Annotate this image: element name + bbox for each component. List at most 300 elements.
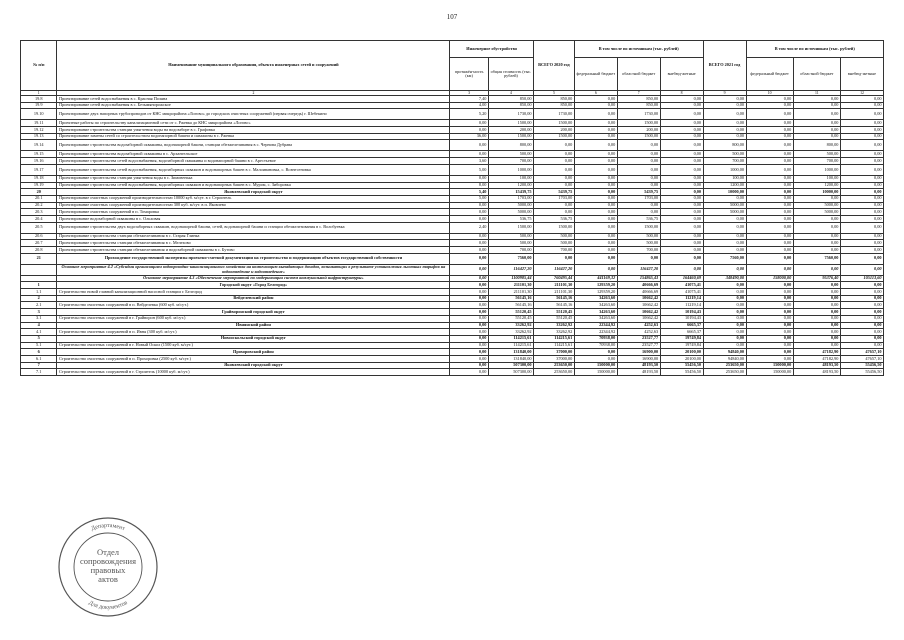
row-federal-2020: 0,00 bbox=[574, 189, 617, 196]
row-extra-2020: 20100,00 bbox=[660, 355, 703, 362]
stamp-ring-top: Департамент bbox=[90, 522, 126, 533]
row-extra-2021: 0,00 bbox=[840, 240, 883, 247]
row-federal-2021: 158000,00 bbox=[746, 275, 793, 282]
row-extra-2021: 0,00 bbox=[840, 335, 883, 342]
row-number: 19.13 bbox=[21, 133, 57, 140]
row-extra-2021: 0,00 bbox=[840, 282, 883, 289]
svg-text:Департамент bbox=[90, 523, 126, 532]
row-total-2021: 0,00 bbox=[703, 222, 746, 233]
row-number bbox=[21, 275, 57, 282]
row-extra-2020: 41075,41 bbox=[660, 289, 703, 296]
row-number: 20 bbox=[21, 189, 57, 196]
row-length: 2,40 bbox=[450, 222, 489, 233]
page-number: 107 bbox=[446, 13, 458, 21]
row-number: 4.1 bbox=[21, 329, 57, 336]
row-federal-2021: 0,00 bbox=[746, 355, 793, 362]
row-total-2021: 0,00 bbox=[703, 302, 746, 309]
row-federal-2021: 0,00 bbox=[746, 175, 793, 182]
row-extra-2021: 0,00 bbox=[840, 102, 883, 109]
row-regional-2020: 16900,00 bbox=[617, 355, 660, 362]
row-total-2020: 56145,16 bbox=[534, 295, 575, 302]
row-name: Строительство очистных сооружений в п. Ивня (300 куб. м/сут.) bbox=[57, 329, 450, 336]
row-total-2021: 253650,00 bbox=[703, 369, 746, 376]
row-extra-2021: 0,00 bbox=[840, 233, 883, 240]
table-row bbox=[21, 140, 884, 151]
table-row bbox=[21, 158, 884, 165]
row-regional-2020: 48193,50 bbox=[617, 362, 660, 369]
row-name: Вейделевский район bbox=[57, 295, 450, 302]
table-row bbox=[21, 289, 884, 296]
row-federal-2020: 441169,32 bbox=[574, 275, 617, 282]
row-regional-2020: 0,00 bbox=[617, 164, 660, 175]
row-name: Проектирование строительства сетей водоснабжения, водозаборной скважины и водонапорной башни в с. Арестьевое bbox=[57, 158, 450, 165]
row-total-2020: 200,00 bbox=[534, 127, 575, 134]
row-number: 20.5 bbox=[21, 222, 57, 233]
row-regional-2020: 200,00 bbox=[617, 127, 660, 134]
row-total-2020: 0,00 bbox=[534, 182, 575, 189]
row-total-2020: 760495,44 bbox=[534, 275, 575, 282]
row-regional-2021: 0,00 bbox=[793, 289, 840, 296]
row-name: Новооскольский городской округ bbox=[57, 335, 450, 342]
row-total-2021: 0,00 bbox=[703, 342, 746, 349]
row-name: Проектные работы по строительству канализационной сети от с. Ржевка до КНС микрорайона «Логово» bbox=[57, 120, 450, 127]
row-cost: 507300,00 bbox=[488, 362, 533, 369]
header-cost: общая стоимость (тыс. рублей) bbox=[488, 58, 533, 91]
row-name: Проектирование сетей водоснабжения в с. Безымянорожское bbox=[57, 102, 450, 109]
column-number: 8 bbox=[660, 91, 703, 96]
row-extra-2020: 0,00 bbox=[660, 189, 703, 196]
column-number: 5 bbox=[534, 91, 575, 96]
row-regional-2021: 0,00 bbox=[793, 222, 840, 233]
row-federal-2021: 0,00 bbox=[746, 289, 793, 296]
row-extra-2020: 0,00 bbox=[660, 133, 703, 140]
row-total-2021: 0,00 bbox=[703, 240, 746, 247]
row-cost: 33262,92 bbox=[488, 329, 533, 336]
header-capacity-group: Инженерное обустройство bbox=[450, 41, 534, 58]
row-total-2021: 0,00 bbox=[703, 289, 746, 296]
row-regional-2020: 0,00 bbox=[617, 202, 660, 209]
row-regional-2021: 48193,50 bbox=[793, 369, 840, 376]
row-number: 2 bbox=[21, 295, 57, 302]
row-name: Прохождение государственной экспертизы проектно-сметной документации на строительство и модернизацию объектов государственной собственности bbox=[57, 253, 450, 264]
row-total-2021: 0,00 bbox=[703, 127, 746, 134]
row-total-2020: 1500,00 bbox=[534, 133, 575, 140]
row-total-2020: 253650,00 bbox=[534, 362, 575, 369]
row-length: 0,00 bbox=[450, 275, 489, 282]
row-federal-2020: 22344,92 bbox=[574, 322, 617, 329]
row-number: 20.2 bbox=[21, 202, 57, 209]
row-regional-2020: 154865,43 bbox=[617, 275, 660, 282]
row-federal-2020: 0,00 bbox=[574, 96, 617, 103]
row-regional-2021: 0,00 bbox=[793, 195, 840, 202]
row-regional-2021: 0,00 bbox=[793, 215, 840, 222]
header-sources-2020: В том числе по источникам (тыс. рублей) bbox=[574, 41, 703, 58]
row-regional-2020: 500,00 bbox=[617, 233, 660, 240]
row-total-2021: 0,00 bbox=[703, 335, 746, 342]
row-extra-2020: 0,00 bbox=[660, 158, 703, 165]
row-extra-2021: 0,00 bbox=[840, 247, 883, 254]
row-extra-2021: 55456,50 bbox=[840, 362, 883, 369]
row-federal-2021: 0,00 bbox=[746, 240, 793, 247]
row-federal-2021: 0,00 bbox=[746, 342, 793, 349]
row-total-2020: 500,00 bbox=[534, 233, 575, 240]
table-header bbox=[21, 41, 884, 96]
row-regional-2020: 10662,42 bbox=[617, 309, 660, 316]
row-regional-2021: 0,00 bbox=[793, 240, 840, 247]
row-federal-2021: 0,00 bbox=[746, 282, 793, 289]
row-number: 7 bbox=[21, 362, 57, 369]
row-cost: 1500,00 bbox=[488, 120, 533, 127]
row-name: Проектирование очистных сооружений производительностью 10000 куб. м/сут. в г. Строитель bbox=[57, 195, 450, 202]
row-regional-2021: 0,00 bbox=[793, 133, 840, 140]
row-cost: 1200,00 bbox=[488, 182, 533, 189]
table-row bbox=[21, 355, 884, 362]
row-total-2020: 0,00 bbox=[534, 253, 575, 264]
table-row bbox=[21, 369, 884, 376]
row-federal-2021: 0,00 bbox=[746, 182, 793, 189]
row-extra-2020: 164460,69 bbox=[660, 275, 703, 282]
row-total-2020: 37000,00 bbox=[534, 355, 575, 362]
row-regional-2021: 0,00 bbox=[793, 127, 840, 134]
row-federal-2020: 0,00 bbox=[574, 151, 617, 158]
row-cost: 211101,30 bbox=[488, 282, 533, 289]
row-extra-2020: 55456,50 bbox=[660, 369, 703, 376]
row-number: 19.16 bbox=[21, 158, 57, 165]
column-number: 11 bbox=[793, 91, 840, 96]
row-total-2020: 0,00 bbox=[534, 151, 575, 158]
row-regional-2020: 0,00 bbox=[617, 253, 660, 264]
row-number: 20.4 bbox=[21, 215, 57, 222]
row-federal-2021: 0,00 bbox=[746, 209, 793, 216]
row-total-2020: 55120,45 bbox=[534, 315, 575, 322]
row-extra-2021: 0,00 bbox=[840, 222, 883, 233]
row-total-2021: 1000,00 bbox=[703, 164, 746, 175]
row-cost: 116427,20 bbox=[488, 264, 533, 275]
row-cost: 55120,45 bbox=[488, 315, 533, 322]
row-federal-2021: 0,00 bbox=[746, 164, 793, 175]
column-number: 2 bbox=[57, 91, 450, 96]
row-regional-2020: 700,00 bbox=[617, 247, 660, 254]
table-row bbox=[21, 222, 884, 233]
row-extra-2021: 0,00 bbox=[840, 175, 883, 182]
row-regional-2020: 1500,00 bbox=[617, 120, 660, 127]
row-cost: 500,00 bbox=[488, 233, 533, 240]
header-total-2021: ВСЕГО 2021 год bbox=[703, 41, 746, 91]
row-federal-2021: 0,00 bbox=[746, 215, 793, 222]
row-total-2021: 1200,00 bbox=[703, 182, 746, 189]
row-federal-2021: 0,00 bbox=[746, 189, 793, 196]
column-number: 12 bbox=[840, 91, 883, 96]
row-federal-2021: 0,00 bbox=[746, 247, 793, 254]
row-cost: 700,00 bbox=[488, 247, 533, 254]
row-federal-2021: 0,00 bbox=[746, 195, 793, 202]
row-federal-2020: 0,00 bbox=[574, 195, 617, 202]
row-length: 0,00 bbox=[450, 253, 489, 264]
row-total-2021: 0,00 bbox=[703, 247, 746, 254]
table-row bbox=[21, 202, 884, 209]
row-extra-2020: 19749,84 bbox=[660, 335, 703, 342]
row-total-2021: 94840,00 bbox=[703, 349, 746, 356]
row-length: 0,00 bbox=[450, 335, 489, 342]
row-federal-2020: 34263,60 bbox=[574, 315, 617, 322]
row-regional-2021: 0,00 bbox=[793, 322, 840, 329]
row-total-2021: 800,00 bbox=[703, 140, 746, 151]
row-extra-2020: 0,00 bbox=[660, 222, 703, 233]
row-federal-2020: 0,00 bbox=[574, 247, 617, 254]
row-number: 19.14 bbox=[21, 140, 57, 151]
row-total-2021: 0,00 bbox=[703, 329, 746, 336]
row-regional-2020: 0,00 bbox=[617, 175, 660, 182]
row-length: 0,00 bbox=[450, 120, 489, 127]
row-total-2021: 100,00 bbox=[703, 175, 746, 182]
row-cost: 131840,00 bbox=[488, 349, 533, 356]
row-length: 0,00 bbox=[450, 264, 489, 275]
row-name: Проектирование сетей водоснабжения в с. Красная Поляна bbox=[57, 96, 450, 103]
row-name: Основное мероприятие 4.3 «Обеспечение мероприятий по модернизации систем коммунальной инфраструктуры» bbox=[57, 275, 450, 282]
row-extra-2020: 0,00 bbox=[660, 209, 703, 216]
row-federal-2020: 0,00 bbox=[574, 349, 617, 356]
row-federal-2020: 70938,00 bbox=[574, 342, 617, 349]
row-total-2021: 0,00 bbox=[703, 96, 746, 103]
row-cost: 200,00 bbox=[488, 127, 533, 134]
row-cost: 56145,16 bbox=[488, 302, 533, 309]
row-federal-2020: 0,00 bbox=[574, 233, 617, 240]
row-name: Проектирование строительства станции умягчения воды на водозаборе в с. Графовка bbox=[57, 127, 450, 134]
row-length: 36,00 bbox=[450, 133, 489, 140]
row-total-2020: 37000,00 bbox=[534, 349, 575, 356]
row-federal-2020: 0,00 bbox=[574, 133, 617, 140]
row-regional-2020: 16900,00 bbox=[617, 349, 660, 356]
row-extra-2021: 0,00 bbox=[840, 264, 883, 275]
row-extra-2021: 0,00 bbox=[840, 109, 883, 120]
row-federal-2020: 150000,00 bbox=[574, 362, 617, 369]
stamp-line: правовых bbox=[90, 565, 126, 575]
table-row bbox=[21, 264, 884, 275]
row-extra-2021: 0,00 bbox=[840, 202, 883, 209]
row-total-2021: 5000,00 bbox=[703, 209, 746, 216]
row-cost: 100,00 bbox=[488, 175, 533, 182]
row-cost: 131840,00 bbox=[488, 355, 533, 362]
row-federal-2021: 0,00 bbox=[746, 233, 793, 240]
table-row bbox=[21, 315, 884, 322]
row-total-2021: 0,00 bbox=[703, 102, 746, 109]
row-name: Проектирование двух напорных трубопроводов от КНС микрорайона «Логово» до городских очистных сооружений (первая очередь) г. Шебекино bbox=[57, 109, 450, 120]
row-total-2020: 0,00 bbox=[534, 158, 575, 165]
row-regional-2021: 0,00 bbox=[793, 120, 840, 127]
row-extra-2021: 0,00 bbox=[840, 329, 883, 336]
row-cost: 56145,16 bbox=[488, 295, 533, 302]
row-federal-2021: 0,00 bbox=[746, 158, 793, 165]
row-extra-2020: 0,00 bbox=[660, 151, 703, 158]
row-extra-2021: 0,00 bbox=[840, 127, 883, 134]
row-length: 4,00 bbox=[450, 102, 489, 109]
row-total-2020: 0,00 bbox=[534, 164, 575, 175]
row-number: 19.12 bbox=[21, 127, 57, 134]
row-cost: 5000,00 bbox=[488, 209, 533, 216]
row-number: 7.1 bbox=[21, 369, 57, 376]
row-extra-2020: 0,00 bbox=[660, 164, 703, 175]
row-regional-2020: 5439,75 bbox=[617, 189, 660, 196]
header-name: Наименование муниципального образования, объекта инженерных сетей и сооружений bbox=[57, 41, 450, 91]
row-length: 5,40 bbox=[450, 189, 489, 196]
row-extra-2020: 20100,00 bbox=[660, 349, 703, 356]
header-extra-2021: внебюд-жетные bbox=[840, 58, 883, 91]
table-row bbox=[21, 175, 884, 182]
row-extra-2020: 0,00 bbox=[660, 182, 703, 189]
table-row bbox=[21, 215, 884, 222]
row-name: Строительство очистных сооружений в п. Вейделевка (600 куб. м/сут.) bbox=[57, 302, 450, 309]
row-extra-2020: 41075,41 bbox=[660, 282, 703, 289]
row-federal-2021: 0,00 bbox=[746, 329, 793, 336]
row-length: 0,00 bbox=[450, 151, 489, 158]
row-total-2020: 850,00 bbox=[534, 96, 575, 103]
row-federal-2021: 0,00 bbox=[746, 127, 793, 134]
row-federal-2020: 70938,00 bbox=[574, 335, 617, 342]
row-extra-2021: 0,00 bbox=[840, 295, 883, 302]
row-name: Основное мероприятие 4.2 «Субсидии организациям водопроводно-канализационного хозяйства на компенсацию выпадающих доходов, возникающих в результате установления льготных тарифов на водоотведение и водоотведение» bbox=[57, 264, 450, 275]
row-cost: 1500,00 bbox=[488, 133, 533, 140]
row-federal-2020: 0,00 bbox=[574, 175, 617, 182]
table-row bbox=[21, 247, 884, 254]
row-extra-2020: 0,00 bbox=[660, 240, 703, 247]
row-total-2020: 1730,00 bbox=[534, 109, 575, 120]
stamp-seal bbox=[56, 515, 160, 619]
row-total-2021: 253650,00 bbox=[703, 362, 746, 369]
row-regional-2020: 4252,63 bbox=[617, 322, 660, 329]
row-total-2021: 0,00 bbox=[703, 315, 746, 322]
row-number: 1 bbox=[21, 282, 57, 289]
row-extra-2021: 0,00 bbox=[840, 322, 883, 329]
row-extra-2020: 0,00 bbox=[660, 233, 703, 240]
row-extra-2020: 6665,37 bbox=[660, 329, 703, 336]
row-regional-2020: 1500,00 bbox=[617, 133, 660, 140]
row-regional-2020: 1730,00 bbox=[617, 109, 660, 120]
row-number: 1.1 bbox=[21, 289, 57, 296]
row-regional-2021: 0,00 bbox=[793, 102, 840, 109]
row-federal-2020: 129359,20 bbox=[574, 282, 617, 289]
row-regional-2021: 0,00 bbox=[793, 233, 840, 240]
row-number: 6.1 bbox=[21, 355, 57, 362]
row-total-2021: 94840,00 bbox=[703, 355, 746, 362]
row-federal-2020: 0,00 bbox=[574, 164, 617, 175]
row-federal-2021: 0,00 bbox=[746, 322, 793, 329]
table-row bbox=[21, 164, 884, 175]
row-federal-2021: 0,00 bbox=[746, 151, 793, 158]
row-number: 19.9 bbox=[21, 102, 57, 109]
row-extra-2020: 0,00 bbox=[660, 127, 703, 134]
row-cost: 1100985,44 bbox=[488, 275, 533, 282]
header-regional-2021: областной бюджет bbox=[793, 58, 840, 91]
row-length: 0,00 bbox=[450, 369, 489, 376]
row-total-2020: 116427,20 bbox=[534, 264, 575, 275]
row-cost: 1500,00 bbox=[488, 222, 533, 233]
row-regional-2021: 48193,50 bbox=[793, 362, 840, 369]
row-extra-2021: 0,00 bbox=[840, 253, 883, 264]
row-total-2020: 0,00 bbox=[534, 140, 575, 151]
row-regional-2021: 0,00 bbox=[793, 264, 840, 275]
row-extra-2020: 11219,14 bbox=[660, 295, 703, 302]
row-number: 20.7 bbox=[21, 240, 57, 247]
row-extra-2020: 0,00 bbox=[660, 215, 703, 222]
row-number: 20.1 bbox=[21, 195, 57, 202]
row-cost: 850,00 bbox=[488, 96, 533, 103]
row-name: Строительство очистных сооружений в г. Строитель (10000 куб. м/сут.) bbox=[57, 369, 450, 376]
row-total-2021: 700,00 bbox=[703, 158, 746, 165]
stamp-line: сопровождения bbox=[79, 556, 137, 566]
table-row bbox=[21, 195, 884, 202]
row-number: 3 bbox=[21, 309, 57, 316]
row-cost: 15439,75 bbox=[488, 189, 533, 196]
row-total-2020: 211101,30 bbox=[534, 282, 575, 289]
row-length: 0,00 bbox=[450, 215, 489, 222]
row-total-2021: 0,00 bbox=[703, 133, 746, 140]
row-regional-2021: 47182,90 bbox=[793, 349, 840, 356]
row-regional-2021: 0,00 bbox=[793, 96, 840, 103]
row-extra-2020: 0,00 bbox=[660, 253, 703, 264]
row-extra-2020: 0,00 bbox=[660, 175, 703, 182]
row-length: 0,00 bbox=[450, 342, 489, 349]
row-total-2021: 348490,00 bbox=[703, 275, 746, 282]
row-name: Проектирование очистных сооружений производительностью 300 куб. м/сут. в п. Яковлево bbox=[57, 202, 450, 209]
row-total-2021: 0,00 bbox=[703, 109, 746, 120]
row-regional-2021: 700,00 bbox=[793, 158, 840, 165]
row-cost: 1730,00 bbox=[488, 109, 533, 120]
row-number: 20.8 bbox=[21, 247, 57, 254]
row-length: 0,00 bbox=[450, 140, 489, 151]
header-sources-2021: В том числе по источникам (тыс. рублей) bbox=[746, 41, 883, 58]
header-federal-2021: федеральный бюджет bbox=[746, 58, 793, 91]
row-number: 2.1 bbox=[21, 302, 57, 309]
row-name: Строительство новой главной канализационной насосной станции г. Белгород bbox=[57, 289, 450, 296]
row-federal-2020: 0,00 bbox=[574, 222, 617, 233]
row-regional-2020: 850,00 bbox=[617, 96, 660, 103]
row-federal-2021: 150000,00 bbox=[746, 369, 793, 376]
row-regional-2020: 0,00 bbox=[617, 182, 660, 189]
row-number: 21 bbox=[21, 253, 57, 264]
row-federal-2020: 0,00 bbox=[574, 253, 617, 264]
header-total-2020: ВСЕГО 2020 год bbox=[534, 41, 575, 91]
table-row bbox=[21, 120, 884, 127]
row-cost: 500,00 bbox=[488, 151, 533, 158]
row-federal-2020: 0,00 bbox=[574, 158, 617, 165]
table-row bbox=[21, 151, 884, 158]
row-regional-2021: 0,00 bbox=[793, 302, 840, 309]
row-regional-2021: 1200,00 bbox=[793, 182, 840, 189]
row-total-2020: 253650,00 bbox=[534, 369, 575, 376]
row-extra-2021: 47657,10 bbox=[840, 349, 883, 356]
row-total-2020: 500,00 bbox=[534, 240, 575, 247]
row-regional-2021: 10000,00 bbox=[793, 189, 840, 196]
row-number: 19.18 bbox=[21, 175, 57, 182]
row-name: Ивнянский район bbox=[57, 322, 450, 329]
table-body bbox=[21, 96, 884, 376]
row-length: 0,00 bbox=[450, 349, 489, 356]
stamp-center-text bbox=[80, 547, 136, 584]
row-name: Проектирование строительства сетей водоснабжения, водозаборных скважин и водонапорных башен в с. Малоивановка, с. Вознесеновка bbox=[57, 164, 450, 175]
row-number: 20.3 bbox=[21, 209, 57, 216]
row-regional-2020: 500,00 bbox=[617, 240, 660, 247]
row-federal-2021: 0,00 bbox=[746, 335, 793, 342]
row-regional-2020: 10662,42 bbox=[617, 295, 660, 302]
table-row bbox=[21, 349, 884, 356]
row-federal-2020: 34263,60 bbox=[574, 309, 617, 316]
row-extra-2020: 11219,14 bbox=[660, 302, 703, 309]
column-number: 3 bbox=[450, 91, 489, 96]
row-length: 0,00 bbox=[450, 355, 489, 362]
row-extra-2020: 0,00 bbox=[660, 96, 703, 103]
row-number: 19.11 bbox=[21, 120, 57, 127]
row-length: 0,00 bbox=[450, 282, 489, 289]
